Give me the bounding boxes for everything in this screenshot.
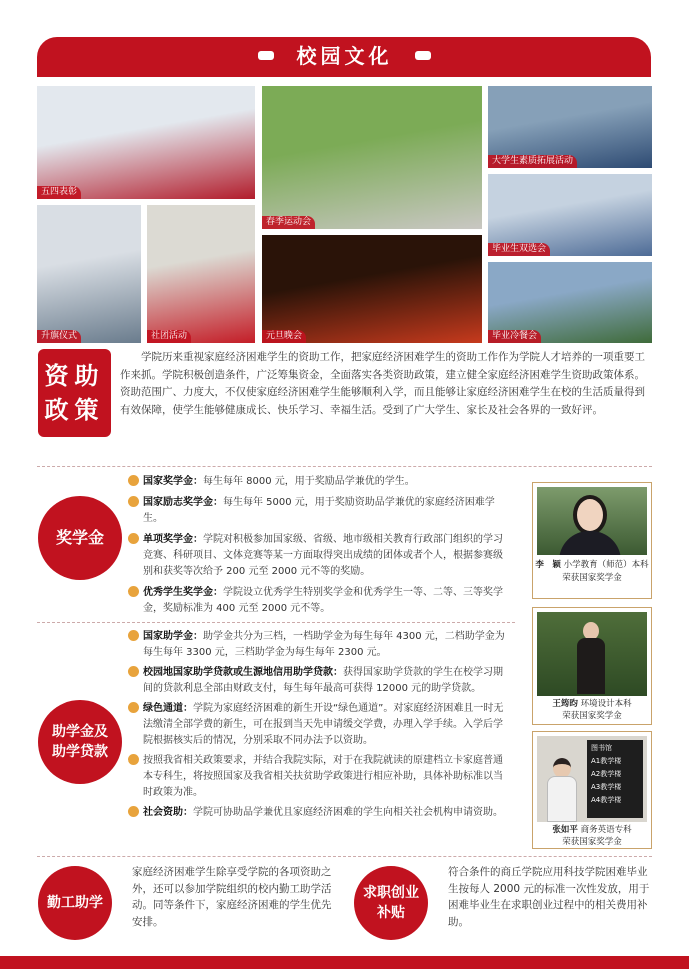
item-text: 每生每年 8000 元，用于奖励品学兼优的学生。 [203,476,415,487]
footer-bar [0,956,689,969]
scholarship-badge: 奖学金 [38,496,122,580]
student-name: 李 颖 [535,560,561,570]
photo-caption: 社团活动 [147,330,191,343]
divider [37,856,652,857]
photo-job-fair [488,174,652,256]
student-award: 荣获国家奖学金 [562,711,622,721]
sign-text: A2教学楼 [591,770,622,778]
page-title: 校园文化 [296,44,393,68]
number-badge: 3 [128,533,139,544]
number-badge: 1 [128,475,139,486]
photo-award-ceremony [37,86,255,199]
item-name: 国家助学金： [143,631,203,642]
list-item [123,495,512,527]
number-badge: 3 [128,702,139,713]
number-badge: 5 [128,806,139,817]
number-badge: 4 [128,754,139,765]
job-subsidy-badge: 求职创业 补贴 [354,866,428,940]
student-name: 王筠昀 [552,699,578,709]
photo-sports-meet [262,86,482,229]
item-text: 学院可协助品学兼优且家庭经济困难的学生向相关社会机构申请资助。 [193,807,503,818]
photo-new-year-gala [262,235,482,343]
photo-flag-raising [37,205,141,343]
number-badge: 4 [128,586,139,597]
item-text: 学院设立优秀学生特别奖学金和优秀学生一等、二等、三等奖学金，奖励标准为 400 元至 2000 元不等。 [143,587,503,614]
photo-caption: 升旗仪式 [37,330,81,343]
scholarship-list [123,474,512,617]
item-name: 单项奖学金： [143,534,203,545]
photo-caption: 元旦晚会 [262,330,306,343]
work-study-text: 家庭经济困难学生除享受学院的各项资助之外，还可以参加学院组织的校内勤工助学活动。同等条件下，家庭经济困难的学生优先安排。 [132,866,332,928]
list-item [123,629,512,661]
item-name: 优秀学生奖学金： [143,587,223,598]
photo-outreach-activity [488,86,652,168]
number-badge: 1 [128,630,139,641]
work-study-badge: 勤工助学 [38,866,112,940]
number-badge: 2 [128,496,139,507]
item-text: 获得国家助学贷款的学生在校学习期间的贷款利息全部由财政支付，每生每年最高可获得 12000 元的助学贷款。 [143,667,503,694]
student-major: 小学教育（师范）本科 [563,560,649,570]
item-name: 国家奖学金： [143,476,203,487]
sign-text: A1教学楼 [591,757,622,765]
student-card [532,731,652,849]
student-card [532,607,652,725]
student-card [532,482,652,599]
photo-caption: 毕业冷餐会 [488,330,541,343]
grants-badge: 助学金及 助学贷款 [38,700,122,784]
student-photo [537,487,647,555]
item-text: 学院为家庭经济困难的新生开设“绿色通道”。对家庭经济困难且一时无法缴清全部学费的新生，可在报到当天先申请缓交学费，办理入学手续。入学后学院根据核实后的情况，分别采取不同办法予以资助。 [143,703,504,746]
sign-text: 图书馆 [591,744,612,752]
grants-list [123,629,512,821]
photo-caption: 大学生素质拓展活动 [488,155,577,168]
job-subsidy-text: 符合条件的商丘学院应用科技学院困难毕业生按每人 2000 元的标准一次性发放，用于困难毕业生在求职创业过程中的相关费用补助。 [448,866,650,928]
photo-caption: 春季运动会 [262,216,315,229]
item-text: 学院对积极参加国家级、省级、地市级相关教育行政部门组织的学习竞赛、科研项目、文体竞赛等某一方面取得突出成绩的团体或者个人，根据参赛级别和获奖等次给予 200 元至 2000 元不等的奖励。 [143,534,503,577]
list-item [123,665,512,697]
list-item [123,805,512,821]
divider [37,466,652,467]
photo-caption: 毕业生双选会 [488,243,550,256]
student-award: 荣获国家奖学金 [562,837,622,847]
list-item [123,585,512,617]
direction-sign [587,740,643,818]
item-name: 社会资助： [143,807,193,818]
number-badge: 2 [128,666,139,677]
student-photo [537,736,647,822]
student-award: 荣获国家奖学金 [562,573,622,583]
student-major: 商务英语专科 [580,825,632,835]
list-item [123,701,512,749]
funding-policy-badge: 资助 政策 [38,349,111,437]
list-item [123,474,512,490]
funding-policy-text: 学院历来重视家庭经济困难学生的资助工作，把家庭经济困难学生的资助工作作为学院人才培养的一项重要工作来抓。学院积极创造条件，广泛筹集资金，全面落实各类资助政策，建立健全家庭经济困难学生资助政策体系。资助范围广、力度大，不仅使家庭经济困难学生能够顺利入学，而且能够让家庭经济困难学生在校的生活质量得到有效保障，使学生能够健康成长、快乐学习、幸福生活。受到了广大学生、家长及社会各界的一致好评。 [120,351,645,416]
sign-text: A4教学楼 [591,796,622,804]
sign-text: A3教学楼 [591,783,622,791]
item-text: 助学金共分为三档，一档助学金为每生每年 4300 元，二档助学金为每生每年 3300 元，三档助学金为每生每年 2300 元。 [143,631,505,658]
photo-caption: 五四表彰 [37,186,81,199]
item-name: 绿色通道： [143,703,193,714]
item-text: 每生每年 5000 元，用于奖励资助品学兼优的家庭经济困难学生。 [143,497,495,524]
student-name: 张如平 [552,825,578,835]
item-name: 校园地国家助学贷款或生源地信用助学贷款： [143,667,343,678]
list-item [123,532,512,580]
list-item [123,753,512,801]
student-major: 环境设计本科 [580,699,632,709]
item-text: 按照我省相关政策要求，并结合我院实际，对于在我院就读的原建档立卡家庭普通本专科生，将按照国家及我省相关扶贫助学政策进行相应补助，具体补助标准以当时政策为准。 [143,755,503,798]
divider [37,622,515,623]
student-photo [537,612,647,696]
photo-club-activity [147,205,255,343]
photo-graduation-reception [488,262,652,343]
item-name: 国家励志奖学金： [143,497,223,508]
